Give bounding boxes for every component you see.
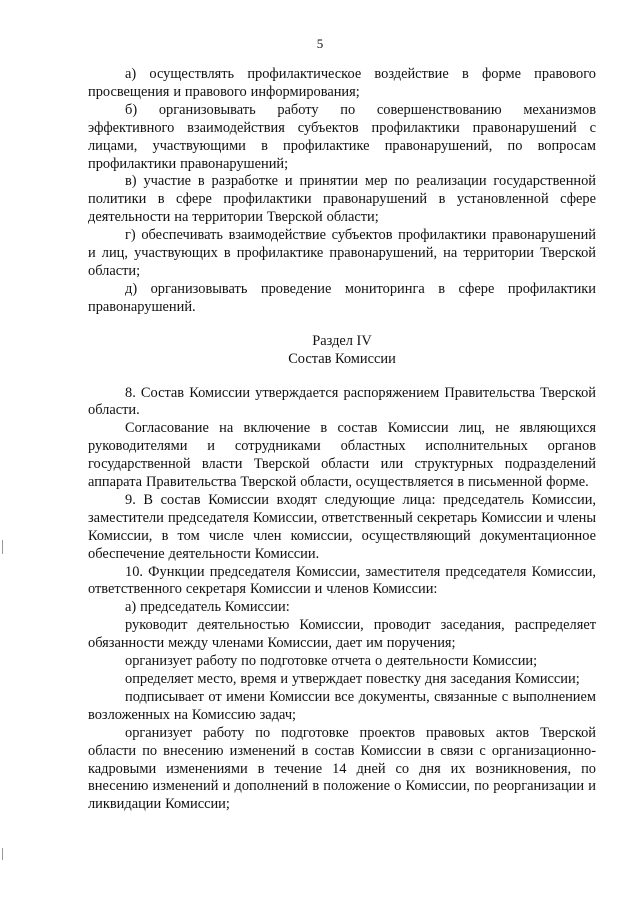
document-body <box>88 66 596 814</box>
paragraph: организует работу по подготовке проектов правовых актов Тверской области по внесению изменений в состав Комиссии в связи с организационно-кадровыми изменениями в течение 14 дней со дня их возникновения, по внесению изменений и дополнений в положение о Комиссии, по реорганизации и ликвидации Комиссии; <box>88 724 596 813</box>
scan-margin-mark <box>2 540 3 554</box>
paragraph: руководит деятельностью Комиссии, проводит заседания, распределяет обязанности между членами Комиссии, дает им поручения; <box>88 617 596 652</box>
page-number: 5 <box>316 36 324 51</box>
paragraph: определяет место, время и утверждает повестку дня заседания Комиссии; <box>125 671 580 687</box>
paragraph: 10. Функции председателя Комиссии, заместителя председателя Комиссии, ответственного секретаря Комиссии и членов Комиссии: <box>88 563 596 598</box>
scan-margin-mark <box>2 848 3 860</box>
paragraph: в) участие в разработке и принятии мер по реализации государственной политики в сфере профилактики правонарушений в установленной сфере деятельности на территории Тверской области; <box>88 173 596 226</box>
paragraph: 9. В состав Комиссии входят следующие лица: председатель Комиссии, заместители председателя Комиссии, ответственный секретарь Комиссии и члены Комиссии, в том числе член комиссии, осуществляющий документационное обеспечение деятельности Комиссии. <box>88 491 596 562</box>
section-heading <box>88 333 596 369</box>
paragraph: б) организовывать работу по совершенствованию механизмов эффективного взаимодействия субъектов профилактики правонарушений с лицами, участвующими в профилактике правонарушений, по вопросам профилактики правонарушений; <box>88 101 596 172</box>
paragraph: д) организовывать проведение мониторинга в сфере профилактики правонарушений. <box>88 280 596 315</box>
paragraph: подписывает от имени Комиссии все документы, связанные с выполнением возложенных на Комиссию задач; <box>88 688 596 723</box>
section-title: Состав Комиссии <box>288 350 396 367</box>
paragraph: организует работу по подготовке отчета о деятельности Комиссии; <box>125 653 538 670</box>
paragraph: 8. Состав Комиссии утверждается распоряжением Правительства Тверской области. <box>88 384 596 419</box>
section-number: Раздел IV <box>312 332 372 349</box>
paragraph: а) председатель Комиссии: <box>125 599 290 616</box>
paragraphs-after-section <box>88 385 596 815</box>
paragraph: г) обеспечивать взаимодействие субъектов профилактики правонарушений и лиц, участвующих в профилактике правонарушений, на территории Тверской области; <box>88 227 596 279</box>
paragraph: Согласование на включение в состав Комиссии лиц, не являющихся руководителями и сотрудниками областных исполнительных органов государственной власти Тверской области или структурных подразделений аппарата Правительства Тверской области, осуществляется в письменной форме. <box>88 420 596 491</box>
paragraphs-before-section <box>88 66 596 317</box>
paragraph: а) осуществлять профилактическое воздействие в форме правового просвещения и правового информирования; <box>88 66 596 100</box>
